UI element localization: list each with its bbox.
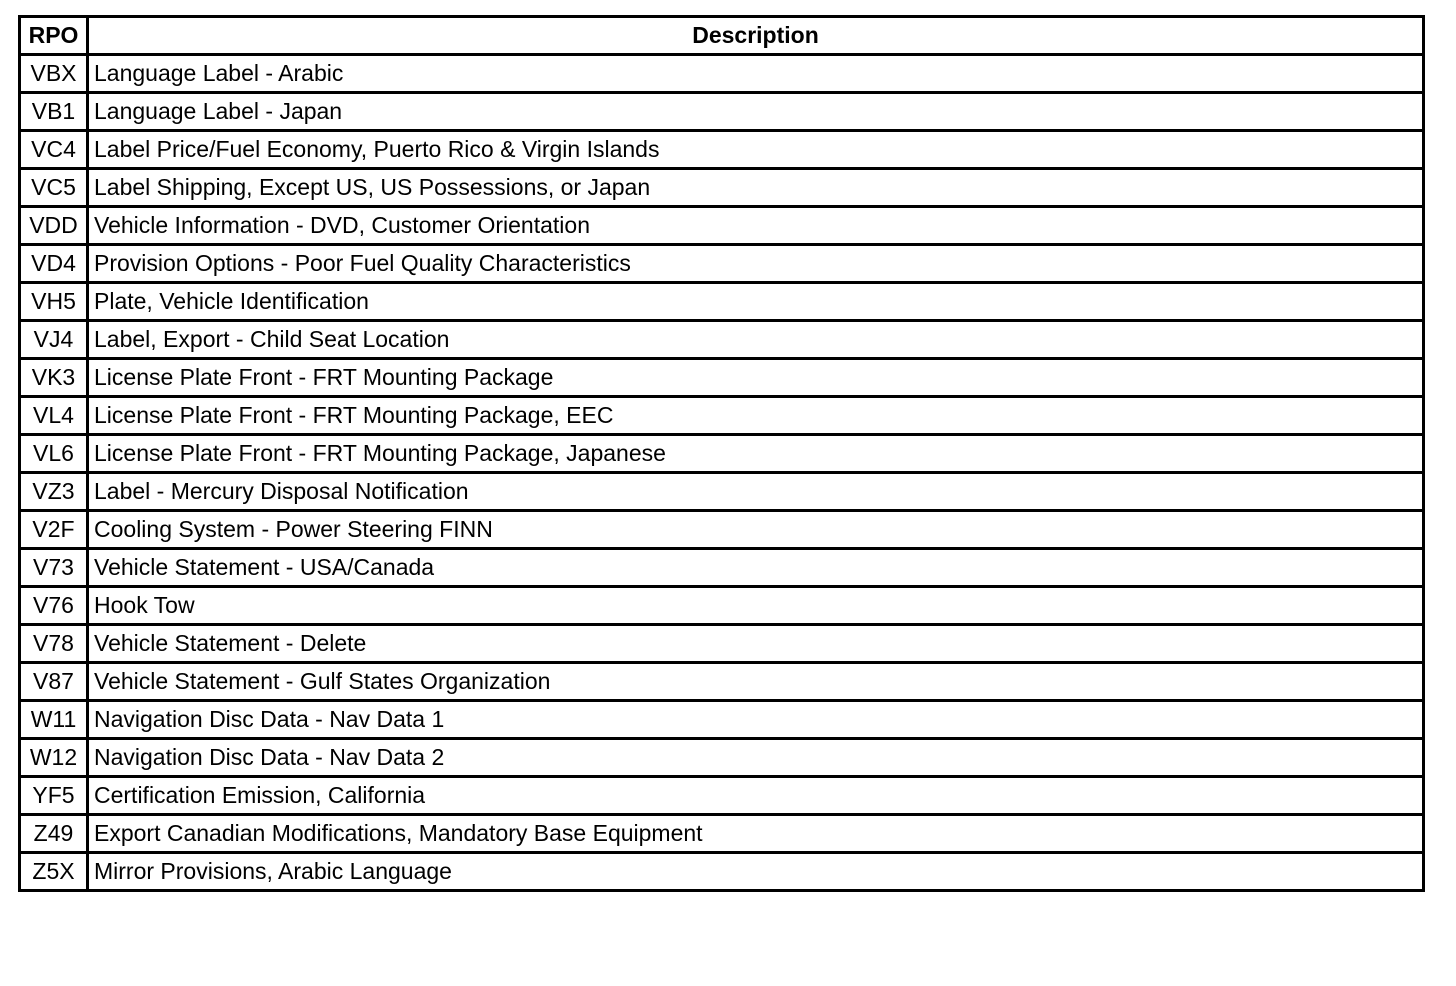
description-cell: Label Shipping, Except US, US Possessions, or Japan [88, 169, 1424, 207]
table-row [20, 473, 1424, 511]
table-row [20, 55, 1424, 93]
rpo-code-cell: V2F [20, 511, 88, 549]
description-cell: Hook Tow [88, 587, 1424, 625]
rpo-code-cell: VDD [20, 207, 88, 245]
description-cell: Export Canadian Modifications, Mandatory Base Equipment [88, 815, 1424, 853]
description-cell: Label - Mercury Disposal Notification [88, 473, 1424, 511]
rpo-code-cell: VJ4 [20, 321, 88, 359]
rpo-code-cell: VC4 [20, 131, 88, 169]
rpo-code-cell: Z49 [20, 815, 88, 853]
table-row [20, 93, 1424, 131]
description-cell: License Plate Front - FRT Mounting Package [88, 359, 1424, 397]
rpo-table [18, 15, 1425, 892]
table-row [20, 777, 1424, 815]
description-cell: License Plate Front - FRT Mounting Package, Japanese [88, 435, 1424, 473]
rpo-code-cell: VD4 [20, 245, 88, 283]
description-cell: Vehicle Information - DVD, Customer Orientation [88, 207, 1424, 245]
description-cell: Navigation Disc Data - Nav Data 2 [88, 739, 1424, 777]
table-row [20, 283, 1424, 321]
rpo-code-cell: VL4 [20, 397, 88, 435]
table-row [20, 435, 1424, 473]
description-cell: Vehicle Statement - Gulf States Organization [88, 663, 1424, 701]
rpo-code-cell: VBX [20, 55, 88, 93]
table-header [20, 17, 1424, 55]
header-rpo: RPO [20, 17, 88, 55]
description-cell: Mirror Provisions, Arabic Language [88, 853, 1424, 891]
table-row [20, 397, 1424, 435]
description-cell: Certification Emission, California [88, 777, 1424, 815]
description-cell: Language Label - Arabic [88, 55, 1424, 93]
table-row [20, 701, 1424, 739]
description-cell: Language Label - Japan [88, 93, 1424, 131]
description-cell: Vehicle Statement - USA/Canada [88, 549, 1424, 587]
table-row [20, 511, 1424, 549]
table-row [20, 359, 1424, 397]
table-row [20, 131, 1424, 169]
rpo-code-cell: W12 [20, 739, 88, 777]
rpo-code-cell: V87 [20, 663, 88, 701]
header-row [20, 17, 1424, 55]
description-cell: Vehicle Statement - Delete [88, 625, 1424, 663]
description-cell: Plate, Vehicle Identification [88, 283, 1424, 321]
rpo-code-cell: W11 [20, 701, 88, 739]
table-row [20, 663, 1424, 701]
table-body [20, 55, 1424, 891]
description-cell: Label Price/Fuel Economy, Puerto Rico & Virgin Islands [88, 131, 1424, 169]
rpo-code-cell: YF5 [20, 777, 88, 815]
table-row [20, 815, 1424, 853]
table-row [20, 587, 1424, 625]
table-row [20, 739, 1424, 777]
description-cell: Cooling System - Power Steering FINN [88, 511, 1424, 549]
table-row [20, 625, 1424, 663]
table-row [20, 207, 1424, 245]
rpo-code-cell: V76 [20, 587, 88, 625]
rpo-code-cell: V73 [20, 549, 88, 587]
rpo-code-cell: VK3 [20, 359, 88, 397]
description-cell: Provision Options - Poor Fuel Quality Characteristics [88, 245, 1424, 283]
description-cell: License Plate Front - FRT Mounting Package, EEC [88, 397, 1424, 435]
table-row [20, 549, 1424, 587]
rpo-code-cell: VZ3 [20, 473, 88, 511]
description-cell: Label, Export - Child Seat Location [88, 321, 1424, 359]
description-cell: Navigation Disc Data - Nav Data 1 [88, 701, 1424, 739]
rpo-code-cell: VL6 [20, 435, 88, 473]
rpo-code-cell: Z5X [20, 853, 88, 891]
rpo-code-cell: VB1 [20, 93, 88, 131]
table-row [20, 321, 1424, 359]
table-row [20, 853, 1424, 891]
header-description: Description [88, 17, 1424, 55]
table-row [20, 169, 1424, 207]
rpo-code-cell: V78 [20, 625, 88, 663]
rpo-code-cell: VC5 [20, 169, 88, 207]
table-row [20, 245, 1424, 283]
rpo-code-cell: VH5 [20, 283, 88, 321]
